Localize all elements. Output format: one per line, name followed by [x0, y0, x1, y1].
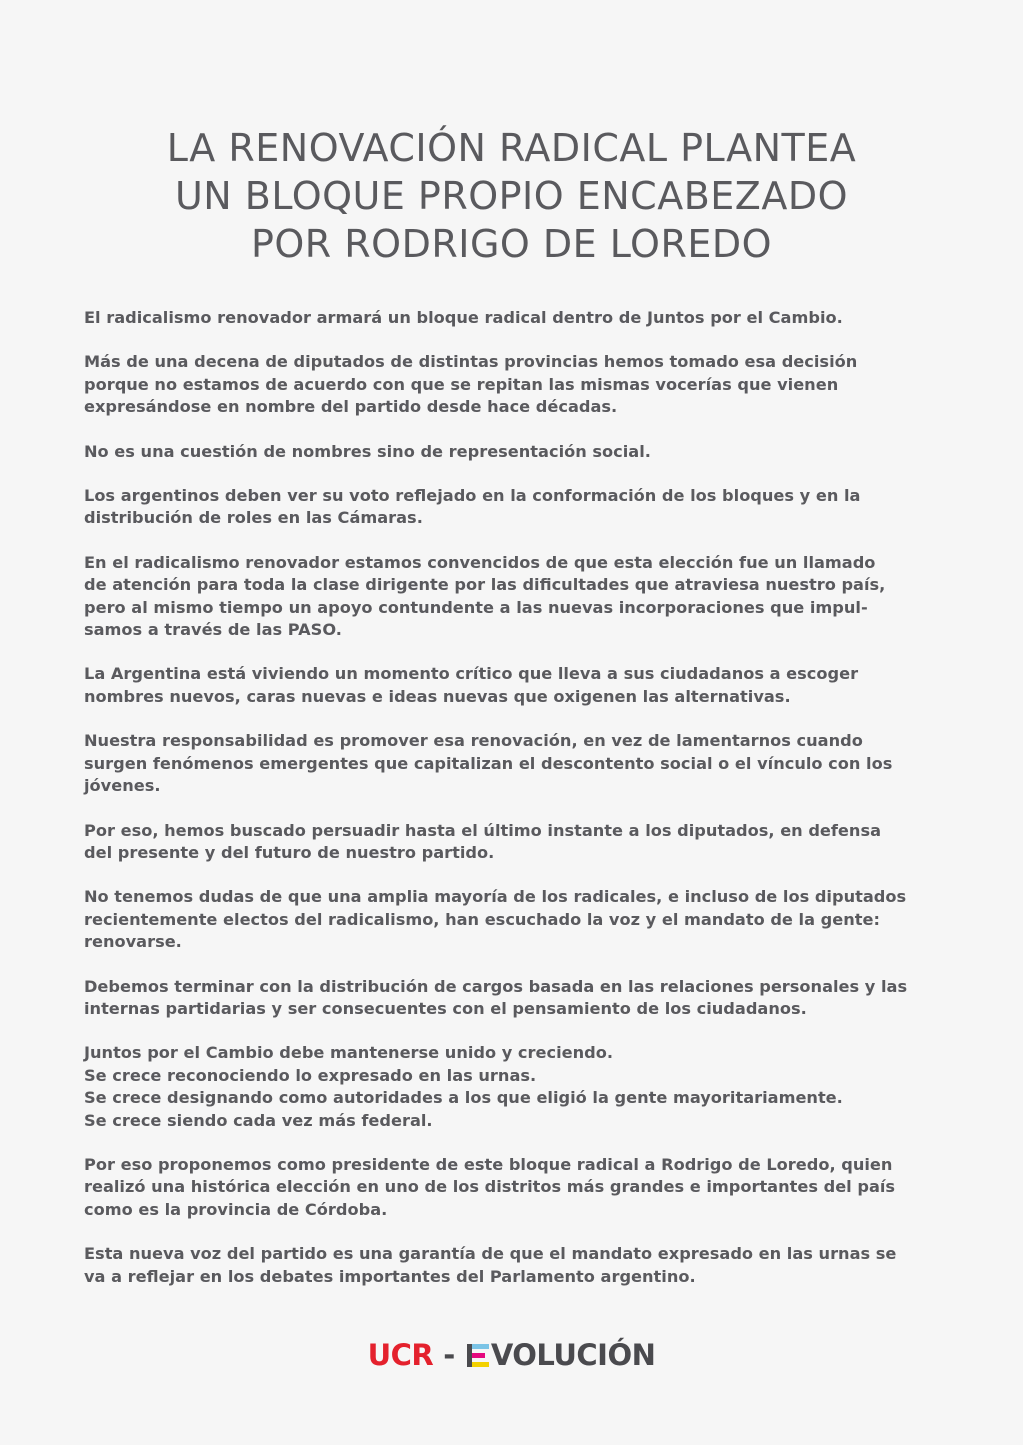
body-paragraph: [84, 820, 954, 865]
body-paragraph: [84, 1154, 954, 1221]
paragraph-line: recientemente electos del radicalismo, han escuchado la voz y el mandato de la gente:: [84, 909, 880, 929]
body-paragraph: [84, 886, 954, 953]
title-line: POR RODRIGO DE LOREDO: [250, 222, 773, 266]
logo-dash: -: [443, 1338, 455, 1372]
body-paragraph: [84, 730, 954, 797]
body-paragraph: [84, 307, 954, 329]
paragraph-line: va a reflejar en los debates importantes del Parlamento argentino.: [84, 1266, 696, 1286]
paragraph-line: distribución de roles en las Cámaras.: [84, 508, 423, 528]
paragraph-line: samos a través de las PASO.: [84, 620, 342, 640]
paragraph-line: como es la provincia de Córdoba.: [84, 1199, 388, 1219]
paragraph-line: renovarse.: [84, 932, 182, 952]
paragraph-line: Esta nueva voz del partido es una garantía de que el mandato expresado en las urnas se: [84, 1244, 897, 1264]
body-paragraph: [84, 441, 954, 463]
paragraph-line: jóvenes.: [84, 776, 161, 796]
paragraph-line: Los argentinos deben ver su voto reflejado en la conformación de los bloques y en la: [84, 486, 861, 506]
paragraph-line: Juntos por el Cambio debe mantenerse unido y creciendo.: [84, 1043, 613, 1063]
document-title: [60, 124, 963, 268]
paragraph-line: No tenemos dudas de que una amplia mayoría de los radicales, e incluso de los diputados: [84, 887, 907, 907]
body-paragraph: [84, 663, 954, 708]
logo-ucr-text: UCR: [367, 1338, 434, 1372]
paragraph-line: La Argentina está viviendo un momento crítico que lleva a sus ciudadanos a escoger: [84, 664, 859, 684]
body-paragraph: [84, 485, 954, 530]
ucr-evolucion-logo: [0, 1333, 1023, 1377]
paragraph-line: Por eso, hemos buscado persuadir hasta el último instante a los diputados, en defensa: [84, 820, 881, 840]
paragraph-line: nombres nuevos, caras nuevas e ideas nuevas que oxigenen las alternativas.: [84, 686, 791, 706]
document-body: [84, 307, 954, 1310]
paragraph-line: Se crece siendo cada vez más federal.: [84, 1110, 433, 1130]
paragraph-line: porque no estamos de acuerdo con que se repitan las mismas vocerías que vienen: [84, 374, 839, 394]
paragraph-line: No es una cuestión de nombres sino de representación social.: [84, 441, 651, 461]
paragraph-line: surgen fenómenos emergentes que capitalizan el descontento social o el vínculo con los: [84, 753, 893, 773]
paragraph-line: Por eso proponemos como presidente de este bloque radical a Rodrigo de Loredo, quien: [84, 1154, 893, 1174]
paragraph-line: Debemos terminar con la distribución de cargos basada en las relaciones personales y las: [84, 976, 908, 996]
paragraph-line: del presente y del futuro de nuestro partido.: [84, 842, 495, 862]
body-paragraph: [84, 1243, 954, 1288]
title-line: UN BLOQUE PROPIO ENCABEZADO: [174, 174, 848, 218]
paragraph-line: Se crece designando como autoridades a los que eligió la gente mayoritariamente.: [84, 1088, 843, 1108]
paragraph-line: pero al mismo tiempo un apoyo contundente a las nuevas incorporaciones que impul-: [84, 597, 868, 617]
paragraph-line: Se crece reconociendo lo expresado en las urnas.: [84, 1065, 537, 1085]
title-line: LA RENOVACIÓN RADICAL PLANTEA: [166, 126, 857, 170]
evolucion-e-icon: [467, 1344, 489, 1367]
paragraph-line: internas partidarias y ser consecuentes con el pensamiento de los ciudadanos.: [84, 998, 807, 1018]
paragraph-line: El radicalismo renovador armará un bloque radical dentro de Juntos por el Cambio.: [84, 308, 843, 327]
paragraph-line: de atención para toda la clase dirigente por las dificultades que atraviesa nuestro país,: [84, 575, 886, 595]
body-paragraph: [84, 1042, 954, 1132]
body-paragraph: [84, 552, 954, 642]
paragraph-line: En el radicalismo renovador estamos convencidos de que esta elección fue un llamado: [84, 552, 876, 572]
paragraph-line: Más de una decena de diputados de distintas provincias hemos tomado esa decisión: [84, 352, 858, 372]
paragraph-line: expresándose en nombre del partido desde hace décadas.: [84, 397, 618, 417]
paragraph-line: realizó una histórica elección en uno de los distritos más grandes e importantes del país: [84, 1177, 896, 1197]
body-paragraph: [84, 976, 954, 1021]
paragraph-line: Nuestra responsabilidad es promover esa renovación, en vez de lamentarnos cuando: [84, 731, 863, 751]
body-paragraph: [84, 351, 954, 418]
logo-evolucion-text: VOLUCIÓN: [490, 1338, 656, 1372]
